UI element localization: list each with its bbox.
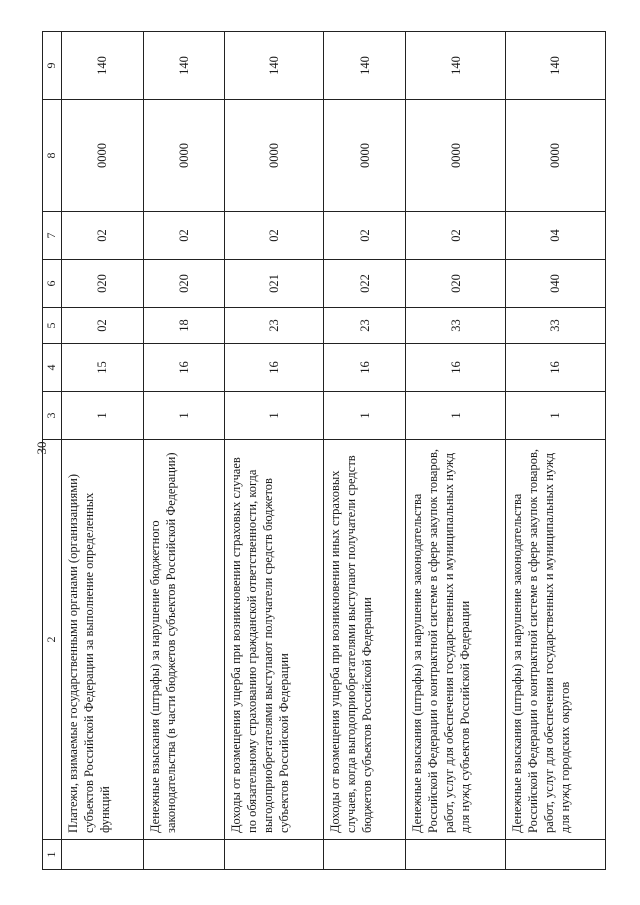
- description-cell: Денежные взыскания (штрафы) за нарушение законодательства Российской Федерации о контрактной системе в сфере закупок товаров, работ, услуг для обеспечения государственных и муниципальных нужд для нужд городских округов: [505, 440, 605, 840]
- code-cell: 020: [143, 260, 225, 308]
- page-number: 30: [34, 441, 49, 455]
- table-container: [42, 32, 606, 870]
- code-cell: 1: [62, 392, 144, 440]
- code-cell: 02: [225, 212, 324, 260]
- code-cell: 23: [225, 308, 324, 344]
- table-row: [225, 32, 324, 870]
- index-cell: [143, 840, 225, 870]
- code-cell: 1: [505, 392, 605, 440]
- column-number-cell: 3: [43, 392, 62, 440]
- code-cell: 18: [143, 308, 225, 344]
- code-cell: 040: [505, 260, 605, 308]
- code-cell: 022: [324, 260, 406, 308]
- code-cell: 16: [406, 344, 506, 392]
- code-cell: 140: [62, 32, 144, 100]
- code-cell: 140: [324, 32, 406, 100]
- code-cell: 1: [143, 392, 225, 440]
- code-cell: 140: [406, 32, 506, 100]
- index-cell: [225, 840, 324, 870]
- description-cell: Денежные взыскания (штрафы) за нарушение бюджетного законодательства (в части бюджетов субъектов Российской Федерации): [143, 440, 225, 840]
- table-row: [324, 32, 406, 870]
- table-row: [406, 32, 506, 870]
- column-number-row: [43, 32, 62, 870]
- code-cell: 0000: [406, 100, 506, 212]
- code-cell: 020: [62, 260, 144, 308]
- column-number-cell: 5: [43, 308, 62, 344]
- code-cell: 0000: [225, 100, 324, 212]
- code-cell: 1: [406, 392, 506, 440]
- code-cell: 0000: [62, 100, 144, 212]
- column-number-cell: 4: [43, 344, 62, 392]
- column-number-cell: 2: [43, 440, 62, 840]
- description-cell: Доходы от возмещения ущерба при возникновении страховых случаев по обязательному страхованию гражданской ответственности, когда выгодоприобретателями выступают получатели средств бюджетов субъектов Российской Федерации: [225, 440, 324, 840]
- index-cell: [62, 840, 144, 870]
- code-cell: 02: [143, 212, 225, 260]
- code-cell: 02: [62, 308, 144, 344]
- table-row: [505, 32, 605, 870]
- code-cell: 33: [505, 308, 605, 344]
- code-cell: 04: [505, 212, 605, 260]
- index-cell: [406, 840, 506, 870]
- code-cell: 140: [225, 32, 324, 100]
- column-number-cell: 8: [43, 100, 62, 212]
- code-cell: 02: [62, 212, 144, 260]
- revenue-classification-table: [42, 31, 606, 870]
- code-cell: 16: [324, 344, 406, 392]
- index-cell: [505, 840, 605, 870]
- code-cell: 16: [225, 344, 324, 392]
- code-cell: 020: [406, 260, 506, 308]
- code-cell: 140: [143, 32, 225, 100]
- index-cell: [324, 840, 406, 870]
- column-number-cell: 1: [43, 840, 62, 870]
- table-row: [62, 32, 144, 870]
- code-cell: 021: [225, 260, 324, 308]
- code-cell: 140: [505, 32, 605, 100]
- code-cell: 1: [225, 392, 324, 440]
- code-cell: 15: [62, 344, 144, 392]
- code-cell: 23: [324, 308, 406, 344]
- code-cell: 33: [406, 308, 506, 344]
- code-cell: 0000: [505, 100, 605, 212]
- table-row: [143, 32, 225, 870]
- column-number-cell: 9: [43, 32, 62, 100]
- code-cell: 16: [505, 344, 605, 392]
- code-cell: 02: [324, 212, 406, 260]
- code-cell: 16: [143, 344, 225, 392]
- code-cell: 0000: [324, 100, 406, 212]
- description-cell: Платежи, взимаемые государственными органами (организациями) субъектов Российской Федерации за выполнение определенных функций: [62, 440, 144, 840]
- code-cell: 0000: [143, 100, 225, 212]
- code-cell: 02: [406, 212, 506, 260]
- column-number-cell: 7: [43, 212, 62, 260]
- description-cell: Доходы от возмещения ущерба при возникновении иных страховых случаев, когда выгодоприобретателями выступают получатели средств бюджетов субъектов Российской Федерации: [324, 440, 406, 840]
- column-number-cell: 6: [43, 260, 62, 308]
- code-cell: 1: [324, 392, 406, 440]
- description-cell: Денежные взыскания (штрафы) за нарушение законодательства Российской Федерации о контрактной системе в сфере закупок товаров, работ, услуг для обеспечения государственных и муниципальных нужд для нужд субъектов Российской Федерации: [406, 440, 506, 840]
